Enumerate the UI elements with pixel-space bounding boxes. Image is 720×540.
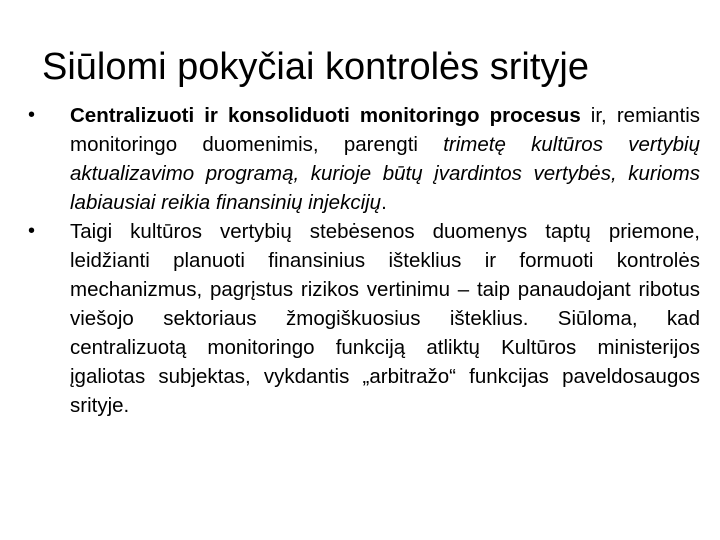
bullet-marker: • [28,220,36,242]
bullet-item-1 [28,101,700,217]
bullet-1-bold-text: Centralizuoti ir konsoliduoti monitoringo procesus [70,104,581,127]
bullet-1-italic-text: trimetę kultūros vertybių aktualizavimo programą, kurioje būtų įvardintos vertybės, kurioms labiausiai reikia finansinių injekcijų [70,133,700,214]
bullet-marker: • [28,104,36,126]
bullet-item-2 [28,217,700,420]
bullet-2-text: Taigi kultūros vertybių stebėsenos duomenys taptų priemone, leidžianti planuoti finansinius išteklius ir formuoti kontrolės mechanizmus, pagrįstus rizikos vertinimu – taip panaudojant ribotus viešojo sektoriaus žmogiškuosius išteklius. Siūloma, kad centralizuotą monitoringo funkciją atliktų Kultūros ministerijos įgaliotas subjektas, vykdantis „arbitražo“ funkcijas paveldosaugos srityje. [70,220,700,417]
slide-title: Siūlomi pokyčiai kontrolės srityje [42,46,589,88]
bullet-1-text: ir, remiantis monitoringo duomenimis, parengti [70,104,700,156]
bullet-1-end: . [381,191,387,214]
bullet-list [28,101,700,420]
